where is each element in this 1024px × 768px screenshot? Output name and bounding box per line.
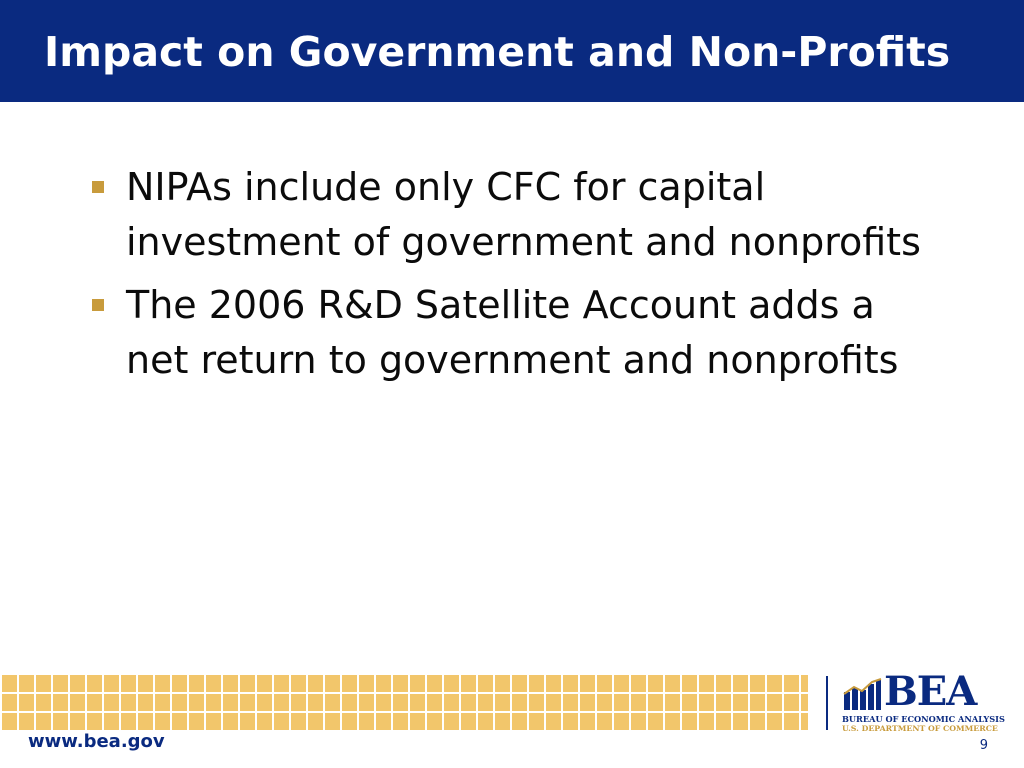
bullet-text: The 2006 R&D Satellite Account adds a net return to government and nonprofits <box>126 283 899 382</box>
square-bullet-icon <box>92 181 104 193</box>
logo-department: U.S. DEPARTMENT OF COMMERCE <box>842 724 998 733</box>
slide-title: Impact on Government and Non-Profits <box>44 28 951 76</box>
bea-logo <box>842 668 1005 734</box>
bullet-text: NIPAs include only CFC for capital investment of government and nonprofits <box>126 165 921 264</box>
logo-subtitle: BUREAU OF ECONOMIC ANALYSIS <box>842 714 1005 724</box>
page-number: 9 <box>979 738 988 753</box>
title-bar <box>0 0 1024 102</box>
bullet-item <box>88 278 928 388</box>
square-bullet-icon <box>92 299 104 311</box>
bullet-list <box>88 160 928 396</box>
logo-wordmark: BEA <box>884 668 977 715</box>
logo-divider <box>826 676 828 730</box>
bullet-item <box>88 160 928 270</box>
website-link[interactable]: www.bea.gov <box>28 731 165 752</box>
decorative-grid-band <box>0 673 808 730</box>
bar-chart-logo-icon <box>842 678 882 712</box>
